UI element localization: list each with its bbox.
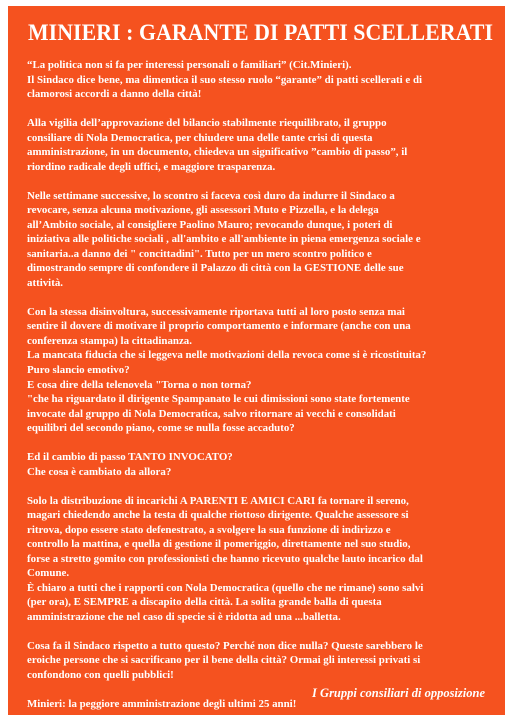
text-line: iniziativa alle politiche sociali , all'ambito e all'ambiente in piena emergenza sociale e [27,233,421,246]
text-line: amministrazione che nel caso di specie si è ridotta ad una ...balletta. [27,611,341,623]
text-line: È chiaro a tutti che i rapporti con Nola Democratica (quello che ne rimane) sono salvi [27,581,424,594]
paragraph [27,58,487,102]
text-line: revocare, senza alcuna motivazione, gli assessori Muto e Pizzella, e la delega [27,204,379,217]
paragraph [27,450,487,479]
text-line: Puro slancio emotivo? [27,364,130,377]
flyer [8,6,505,715]
paragraph [27,116,487,174]
text-line: equilibri del secondo piano, come se nulla fosse accaduto? [27,422,295,435]
text-line: forse a stretto gomito con professionisti che hanno ricevuto qualche lauto incarico dal [27,552,423,565]
flyer-body [27,58,487,712]
text-line: sentire il dovere di motivare il proprio comportamento e informare (anche con una [27,320,411,333]
text-line: Cosa fa il Sindaco rispetto a tutto questo? Perché non dice nulla? Queste sarebbero le [27,639,423,652]
text-line: conferenza stampa) la cittadinanza. [27,334,192,347]
text-line: amministrazione, in un documento, chiedeva un significativo ”cambio di passo”, il [27,146,408,159]
text-line: “La politica non si fa per interessi personali o familiari” (Cit.Minieri). [27,59,352,71]
text-line: Solo la distribuzione di incarichi A PARENTI E AMICI CARI fa tornare il sereno, [27,494,409,507]
text-line: Alla vigilia dell’approvazione del bilancio stabilmente riequilibrato, il gruppo [27,117,387,130]
text-line: Minieri: la peggiore amministrazione degli ultimi 25 anni! [27,697,297,710]
text-line: clamorosi accordi a danno della città! [27,88,202,101]
text-line: Che cosa è cambiato da allora? [27,465,172,478]
text-line: invocate dal gruppo di Nola Democratica, salvo ritornare ai vecchi e consolidati [27,407,396,420]
text-line: Nelle settimane successive, lo scontro si faceva così duro da indurre il Sindaco a [27,189,395,202]
text-line: E cosa dire della telenovela "Torna o non torna? [27,378,252,391]
text-line: all’Ambito sociale, al consigliere Paolino Mauro; revocando dunque, i poteri di [27,218,393,231]
text-line: dimostrando sempre di confondere il Palazzo di città con la GESTIONE delle sue [27,262,404,275]
text-line: consiliare di Nola Democratica, per chiudere una delle tante crisi di questa [27,131,373,144]
paragraph [27,189,487,291]
text-line: "che ha riguardato il dirigente Spampanato le cui dimissioni sono state fortemente [27,393,410,406]
text-line: sanitaria..a danno dei " concittadini". Tutto per un mero scontro politico e [27,247,372,260]
text-line: eroiche persone che si sacrificano per il bene della città? Ormai gli interessi privati si [27,654,421,667]
text-line: La mancata fiducia che si leggeva nelle motivazioni della revoca come si è ricostituita? [27,349,427,362]
text-line: Ed il cambio di passo TANTO INVOCATO? [27,451,233,464]
text-line: attività. [27,276,63,289]
text-line: Con la stessa disinvoltura, successivamente riportava tutti al loro posto senza mai [27,305,405,318]
text-line: riordino radicale degli uffici, e maggiore trasparenza. [27,160,276,173]
signature: I Gruppi consiliari di opposizione [312,686,485,700]
paragraph [27,494,487,625]
flyer-title: MINIERI : GARANTE DI PATTI SCELLERATI [28,20,493,46]
text-line: controllo la mattina, e quella di gestione il pomeriggio, direttamente nel suo studio, [27,538,411,551]
text-line: confondono con quelli pubblici! [27,669,174,682]
paragraph [27,305,487,436]
text-line: Comune. [27,567,70,580]
text-line: ritrova, dopo essere stato defenestrato, a svolgere la sua funzione di indirizzo e [27,523,391,536]
text-line: (per ora), E SEMPRE a discapito della città. La solita grande balla di questa [27,596,382,609]
text-line: magari chiedendo anche la testa di qualche riottoso dirigente. Qualche assessore si [27,509,409,522]
paragraph [27,639,487,683]
text-line: Il Sindaco dice bene, ma dimentica il suo stesso ruolo “garante” di patti scellerati e di [27,73,423,86]
